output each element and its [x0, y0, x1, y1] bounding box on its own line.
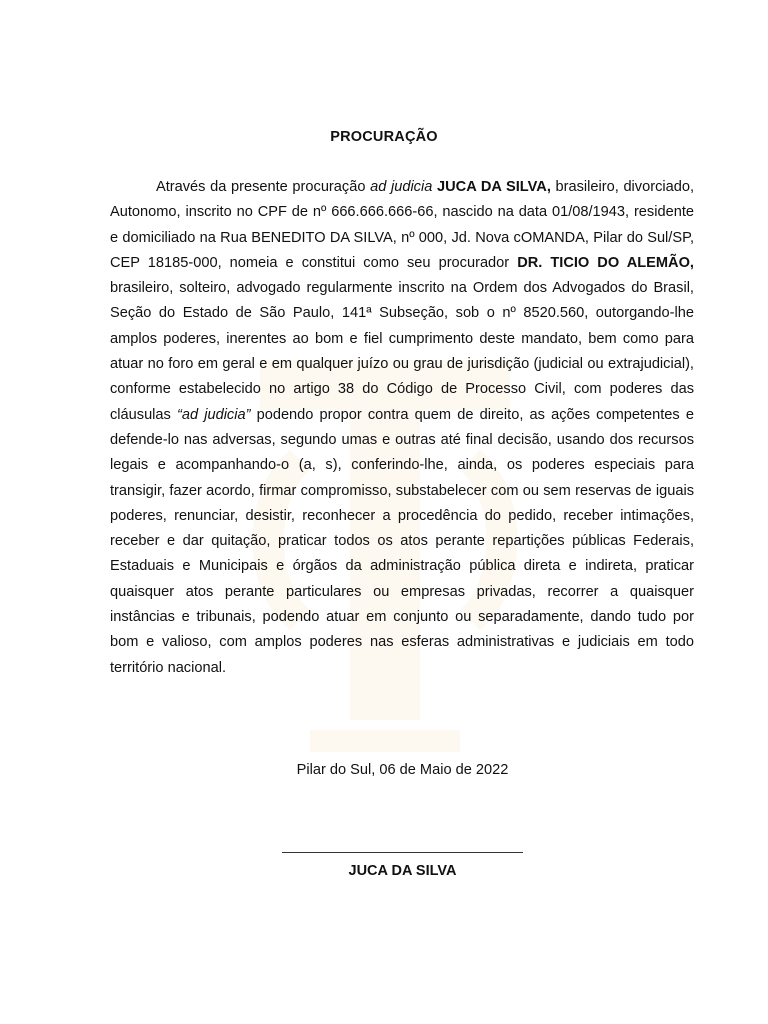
- body-paragraph: [110, 175, 694, 681]
- attorney-name: DR. TICIO DO ALEMÃO,: [517, 254, 694, 271]
- signer-name: JUCA DA SILVA: [348, 863, 457, 879]
- grantor-name: JUCA DA SILVA,: [437, 179, 551, 195]
- text-segment: brasileiro, divorciado, Autonomo, inscrito no CPF de nº 666.666.666-66, nascido na data 01/08/1943, residente e domiciliado na Rua BENEDITO DA SILVA, nº 000, Jd. Nova cOMANDA, Pilar do Sul/SP, CEP 18185-000, nomeia e constitui como seu procurador: [110, 179, 695, 271]
- signature-line: [282, 852, 523, 853]
- place-date: Pilar do Sul, 06 de Maio de 2022: [296, 762, 509, 778]
- text-segment: Através da presente procuração: [156, 179, 371, 195]
- text-segment: podendo propor contra quem de direito, as ações competentes e defende-lo nas adversas, segundo umas e outras até final decisão, usando dos recursos legais e acompanhando-o (a, s), conferindo-lhe, ainda, os poderes especiais para transigir, fazer acordo, firmar compromisso, substabelecer com ou sem reservas de iguais poderes, renunciar, desistir, reconhecer a procedência do pedido, receber intimações, receber e dar quitação, praticar todos os atos perante repartições públicas Federais, Estaduais e Municipais e órgãos da administração pública direta e indireta, praticar quaisquer atos perante particulares ou empresas privadas, recorrer a quaisquer instâncias e tribunais, podendo atuar em conjunto ou separadamente, dando tudo por bom e valioso, com amplos poderes nas esferas administrativas e judiciais em todo território nacional.: [110, 406, 694, 676]
- italic-term: ad judicia: [370, 179, 433, 195]
- italic-term: “ad judicia”: [176, 406, 251, 423]
- text-segment: brasileiro, solteiro, advogado regularmente inscrito na Ordem dos Advogados do Brasil, Seção do Estado de São Paulo, 141ª Subseção, sob o nº 8520.560, outorgando-lhe amplos poderes, inerentes ao bom e fiel cumprimento deste mandato, bem como para atuar no foro em geral e em qualquer juízo ou grau de jurisdição (judicial ou extrajudicial), conforme estabelecido no artigo 38 do Código de Processo Civil, com poderes das cláusulas: [110, 280, 694, 423]
- document-title: PROCURAÇÃO: [330, 129, 438, 145]
